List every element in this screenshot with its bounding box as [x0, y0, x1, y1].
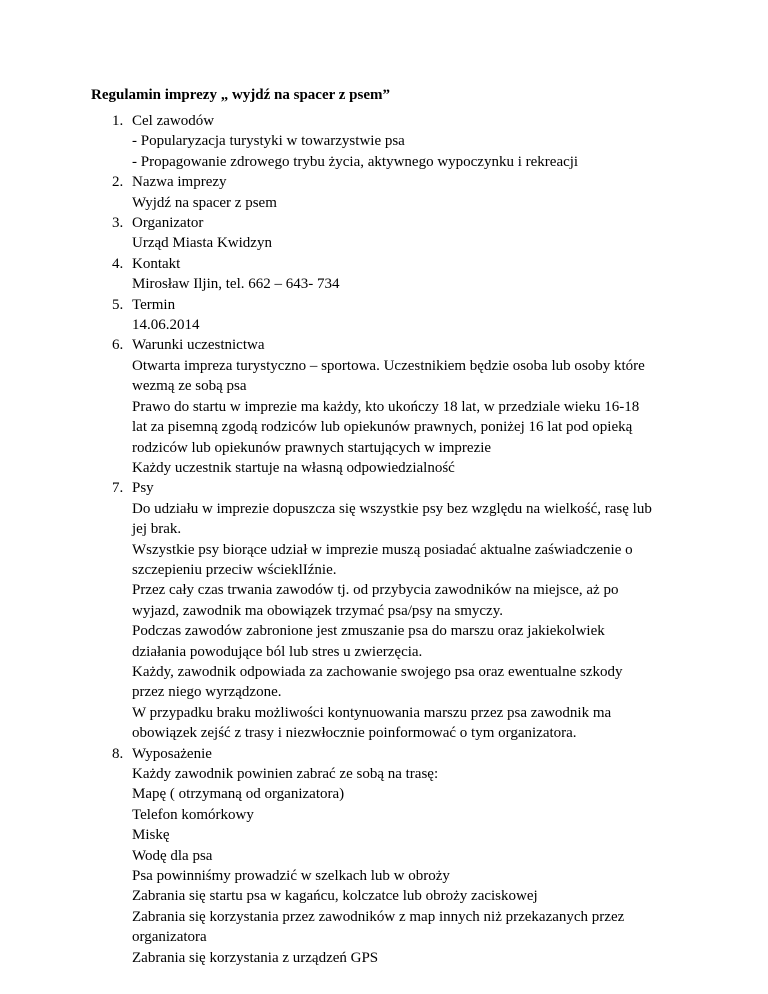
section-6 [0, 335, 768, 478]
section-line: Wszystkie psy biorące udział w imprezie muszą posiadać aktualne zaświadczenie o [132, 541, 633, 558]
section-line: lat za pisemną zgodą rodziców lub opiekunów prawnych, poniżej 16 lat pod opieką [132, 419, 633, 436]
section-line: Psa powinniśmy prowadzić w szelkach lub w obroży [132, 868, 450, 885]
section-line: Mirosław Iljin, tel. 662 – 643- 734 [132, 276, 340, 293]
section-heading: Nazwa imprezy [132, 174, 227, 191]
section-line: wyjazd, zawodnik ma obowiązek trzymać psa/psy na smyczy. [132, 602, 503, 619]
section-line: W przypadku braku możliwości kontynuowania marszu przez psa zawodnik ma [132, 704, 612, 721]
section-line: Telefon komórkowy [132, 806, 254, 823]
section-8 [0, 744, 768, 968]
section-number: 3. [112, 215, 124, 232]
section-4 [0, 254, 768, 295]
section-line: Urząd Miasta Kwidzyn [132, 235, 272, 252]
page-title: Regulamin imprezy „ wyjdź na spacer z psem” [91, 87, 391, 103]
section-line: Zabrania się startu psa w kagańcu, kolczatce lub obroży zaciskowej [132, 888, 538, 905]
section-number: 5. [112, 296, 124, 313]
section-number: 8. [112, 745, 124, 762]
section-heading: Kontakt [132, 255, 181, 272]
section-heading: Psy [132, 480, 154, 497]
section-line: Do udziału w imprezie dopuszcza się wszystkie psy bez względu na wielkość, rasę lub [132, 500, 652, 517]
section-2 [0, 172, 768, 213]
section-line: Wodę dla psa [132, 847, 213, 864]
section-line: przez niego wyrządzone. [132, 684, 282, 701]
section-line: obowiązek zejść z trasy i niezwłocznie poinformować o tym organizatora. [132, 725, 577, 742]
section-5 [0, 295, 768, 336]
section-heading: Cel zawodów [132, 113, 215, 129]
section-line: Zabrania się korzystania przez zawodników z map innych niż przekazanych przez [132, 908, 625, 925]
section-line: Podczas zawodów zabronione jest zmuszanie psa do marszu oraz jakiekolwiek [132, 623, 605, 640]
section-1 [0, 111, 768, 172]
section-line: Wyjdź na spacer z psem [132, 194, 277, 211]
section-line: Mapę ( otrzymaną od organizatora) [132, 786, 345, 803]
section-list [0, 111, 768, 968]
section-number: 1. [112, 113, 124, 129]
section-line: Przez cały czas trwania zawodów tj. od przybycia zawodników na miejsce, aż po [132, 582, 619, 599]
section-number: 2. [112, 174, 124, 191]
section-line: 14.06.2014 [132, 317, 200, 334]
section-line: Każdy, zawodnik odpowiada za zachowanie swojego psa oraz ewentualne szkody [132, 663, 623, 680]
section-line: Otwarta impreza turystyczno – sportowa. Uczestnikiem będzie osoba lub osoby które [132, 357, 645, 374]
section-number: 7. [112, 480, 124, 497]
section-heading: Organizator [132, 215, 204, 232]
section-line: Zabrania się korzystania z urządzeń GPS [132, 949, 379, 966]
section-number: 6. [112, 337, 124, 354]
section-line: szczepieniu przeciw wścieklIźnie. [132, 561, 337, 578]
section-line: Każdy zawodnik powinien zabrać ze sobą na trasę: [132, 766, 439, 782]
section-line: Każdy uczestnik startuje na własną odpowiedzialność [132, 459, 455, 476]
section-heading: Termin [132, 296, 176, 313]
section-line: Miskę [132, 827, 170, 844]
section-3 [0, 213, 768, 254]
section-line: jej brak. [132, 521, 182, 538]
section-line: - Propagowanie zdrowego trybu życia, aktywnego wypoczynku i rekreacji [132, 153, 579, 170]
section-line: Prawo do startu w imprezie ma każdy, kto ukończy 18 lat, w przedziale wieku 16-18 [132, 398, 640, 415]
section-heading: Warunki uczestnictwa [132, 337, 265, 354]
section-line: - Popularyzacja turystyki w towarzystwie psa [132, 133, 405, 150]
section-number: 4. [112, 255, 124, 272]
section-line: wezmą ze sobą psa [132, 378, 247, 395]
section-7 [0, 478, 768, 743]
section-line: organizatora [132, 929, 207, 946]
section-line: działania powodujące ból lub stres u zwierzęcia. [132, 643, 423, 660]
section-line: rodziców lub opiekunów prawnych startujących w imprezie [132, 439, 492, 456]
section-heading: Wyposażenie [132, 745, 212, 762]
